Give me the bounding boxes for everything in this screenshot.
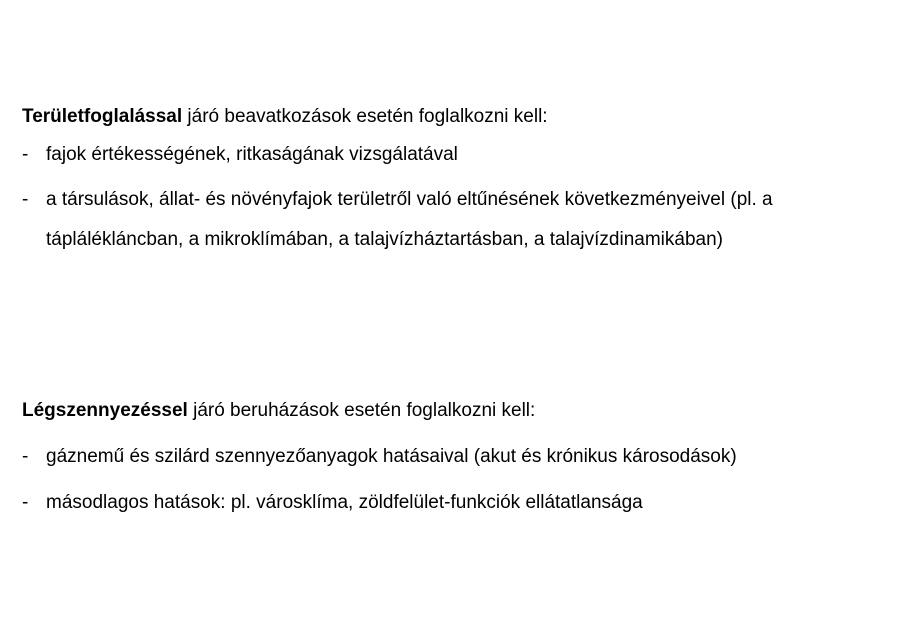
section-heading <box>22 398 892 424</box>
list-item-text: gáznemű és szilárd szennyezőanyagok hatásaival (akut és krónikus károsodások) <box>46 446 737 467</box>
heading-bold-term: Területfoglalással <box>22 106 183 127</box>
heading-rest: járó beavatkozások esetén foglalkozni kell: <box>182 106 548 127</box>
bullet-dash: - <box>22 144 29 165</box>
heading-rest: járó beruházások esetén foglalkozni kell: <box>187 400 536 421</box>
section-land-use <box>22 104 892 260</box>
bullet-dash: - <box>22 189 29 210</box>
list-item <box>22 187 892 260</box>
list-item-text: másodlagos hatások: pl. városklíma, zöldfelület-funkciók ellátatlansága <box>46 492 643 513</box>
section-heading <box>22 104 892 130</box>
list-item-text: fajok értékességének, ritkaságának vizsgálatával <box>46 144 458 165</box>
bullet-dash: - <box>22 492 29 513</box>
list-item <box>22 444 892 470</box>
bullet-dash: - <box>22 446 29 467</box>
list-item <box>22 490 892 516</box>
list-item <box>22 142 892 168</box>
section-air-pollution <box>22 398 892 516</box>
list-item-text: a társulások, állat- és növényfajok területről való eltűnésének következményeivel (pl. a táplálékláncban, a mikroklímában, a talajvízháztartásban, a talajvízdinamikában) <box>46 189 773 250</box>
heading-bold-term: Légszennyezéssel <box>22 400 188 421</box>
